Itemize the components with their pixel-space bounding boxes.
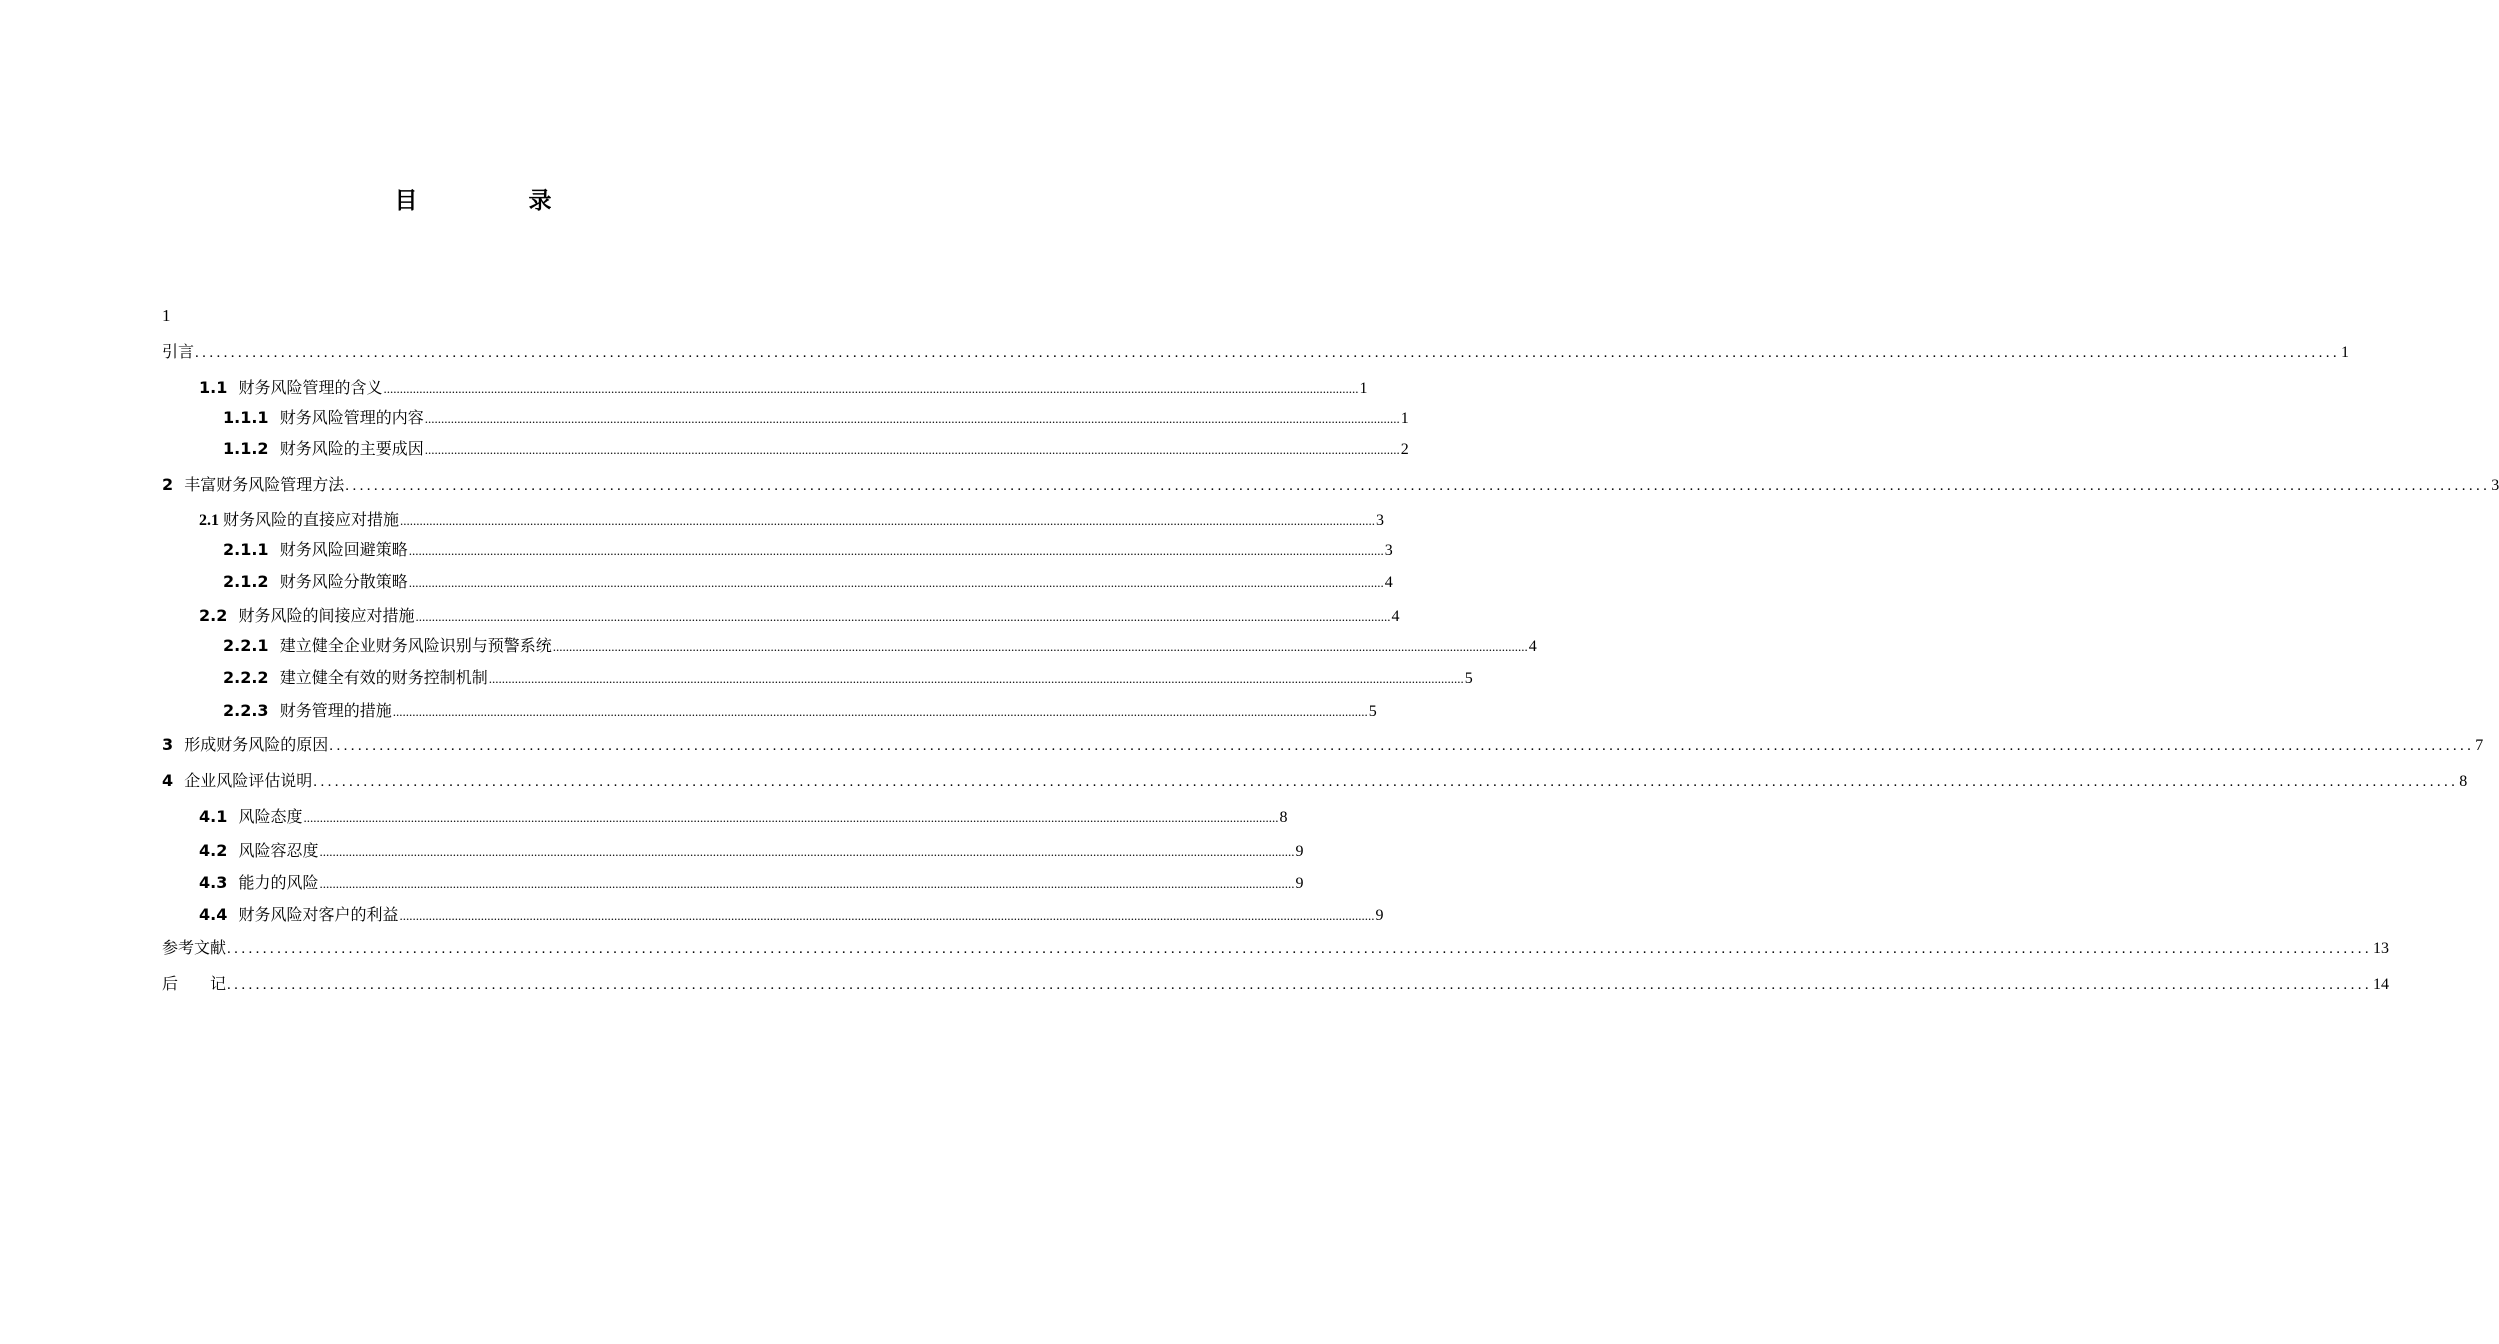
toc-entry-1-1-2[interactable]: 1.1.2 财务风险的主要成因 ............................................................................................................................................................................................................................................................................................................ 2	[223, 436, 824, 462]
page-number: 5	[1368, 703, 1377, 720]
page-number: 1	[1359, 380, 1368, 397]
toc-entry-3[interactable]: 3 形成财务风险的原因 ............................................................................................................................................................................................................................................................................................................ 7	[162, 732, 824, 758]
toc-entry-1-1[interactable]: 1.1 财务风险管理的含义 ............................................................................................................................................................................................................................................................................................................ 1	[199, 375, 824, 401]
dot-leader: ............................................................................................................................................................................................................................................................................................................	[424, 411, 1400, 426]
dot-leader: ............................................................................................................................................................................................................................................................................................................	[392, 704, 1368, 719]
toc-entry-4-1[interactable]: 4.1 风险态度 ............................................................................................................................................................................................................................................................................................................ 8	[199, 804, 824, 830]
page-number: 2	[1400, 441, 1409, 458]
page-number: 8	[2459, 773, 2468, 790]
dot-leader: ............................................................................................................................................................................................................................................................................................................	[408, 575, 1384, 590]
dot-leader: ............................................................................................................................................................................................................................................................................................................	[424, 442, 1400, 457]
dot-leader: ............................................................................................................................................................................................................................................................................................................	[313, 774, 2459, 790]
toc-entry-4-2[interactable]: 4.2 风险容忍度 ............................................................................................................................................................................................................................................................................................................ 9	[199, 838, 824, 864]
dot-leader: ............................................................................................................................................................................................................................................................................................................	[488, 671, 1464, 686]
toc-entry-1-1-1[interactable]: 1.1.1 财务风险管理的内容 ............................................................................................................................................................................................................................................................................................................ 1	[223, 405, 824, 431]
page-number: 14	[2373, 976, 2390, 993]
toc-entry-2-2-2[interactable]: 2.2.2 建立健全有效的财务控制机制 ............................................................................................................................................................................................................................................................................................................ 5	[223, 665, 824, 691]
toc-entry-2-2[interactable]: 2.2 财务风险的间接应对措施 ............................................................................................................................................................................................................................................................................................................ 4	[199, 603, 824, 629]
toc-entry-2-1-2[interactable]: 2.1.2 财务风险分散策略 ............................................................................................................................................................................................................................................................................................................ 4	[223, 569, 824, 595]
page-number: 13	[2373, 940, 2390, 957]
dot-leader: ............................................................................................................................................................................................................................................................................................................	[345, 478, 2491, 494]
page-number: 4	[1391, 608, 1400, 625]
dot-leader: ............................................................................................................................................................................................................................................................................................................	[400, 513, 1376, 528]
page-number: 3	[1384, 542, 1393, 559]
dot-leader: ............................................................................................................................................................................................................................................................................................................	[303, 810, 1279, 825]
toc-entry-4-4[interactable]: 4.4 财务风险对客户的利益 ............................................................................................................................................................................................................................................................................................................ 9	[199, 902, 824, 928]
dot-leader: ............................................................................................................................................................................................................................................................................................................	[319, 876, 1295, 891]
toc-entry-2-1[interactable]: 2.1 财务风险的直接应对措施 ............................................................................................................................................................................................................................................................................................................ 3	[199, 507, 824, 533]
page-number: 7	[2475, 737, 2484, 754]
dot-leader: ............................................................................................................................................................................................................................................................................................................	[415, 609, 1391, 624]
toc-entry-4[interactable]: 4 企业风险评估说明 ............................................................................................................................................................................................................................................................................................................ 8	[162, 768, 824, 794]
dot-leader: ............................................................................................................................................................................................................................................................................................................	[552, 639, 1528, 654]
dot-leader: ............................................................................................................................................................................................................................................................................................................	[195, 345, 2341, 361]
toc-entry-2[interactable]: 2 丰富财务风险管理方法 ............................................................................................................................................................................................................................................................................................................ 3	[162, 472, 824, 498]
page-number: 3	[2491, 477, 2499, 494]
toc-entry-4-3[interactable]: 4.3 能力的风险 ............................................................................................................................................................................................................................................................................................................ 9	[199, 870, 824, 896]
dot-leader: ............................................................................................................................................................................................................................................................................................................	[227, 941, 2373, 957]
dot-leader: ............................................................................................................................................................................................................................................................................................................	[399, 908, 1375, 923]
page-number: 8	[1279, 809, 1288, 826]
page-number: 3	[1376, 512, 1385, 529]
dot-leader: ............................................................................................................................................................................................................................................................................................................	[227, 977, 2373, 993]
page-number: 1	[2341, 344, 2350, 361]
page-number: 9	[1295, 875, 1304, 892]
toc-entry-2-2-1[interactable]: 2.2.1 建立健全企业财务风险识别与预警系统 ............................................................................................................................................................................................................................................................................................................ 4	[223, 633, 824, 659]
page-number: 1	[1400, 410, 1409, 427]
toc-entry-postscript[interactable]: 后 记 ............................................................................................................................................................................................................................................................................................................ 14	[162, 972, 824, 998]
chapter-number: 1	[162, 306, 171, 325]
page-number: 4	[1384, 574, 1393, 591]
toc-entry-2-2-3[interactable]: 2.2.3 财务管理的措施 ............................................................................................................................................................................................................................................................................................................ 5	[223, 698, 824, 724]
dot-leader: ............................................................................................................................................................................................................................................................................................................	[319, 844, 1295, 859]
page-number: 5	[1464, 670, 1473, 687]
toc-title: 目 录	[394, 188, 596, 214]
toc-entry-references[interactable]: 参考文献 ............................................................................................................................................................................................................................................................................................................ 13	[162, 936, 824, 962]
page-number: 9	[1295, 843, 1304, 860]
dot-leader: ............................................................................................................................................................................................................................................................................................................	[408, 543, 1384, 558]
toc-entry-intro[interactable]: 引言 ............................................................................................................................................................................................................................................................................................................ 1	[162, 340, 824, 366]
page-number: 9	[1375, 907, 1384, 924]
page-number: 4	[1528, 638, 1537, 655]
dot-leader: ............................................................................................................................................................................................................................................................................................................	[383, 381, 1359, 396]
toc-entry-2-1-1[interactable]: 2.1.1 财务风险回避策略 ............................................................................................................................................................................................................................................................................................................ 3	[223, 537, 824, 563]
dot-leader: ............................................................................................................................................................................................................................................................................................................	[329, 738, 2475, 754]
